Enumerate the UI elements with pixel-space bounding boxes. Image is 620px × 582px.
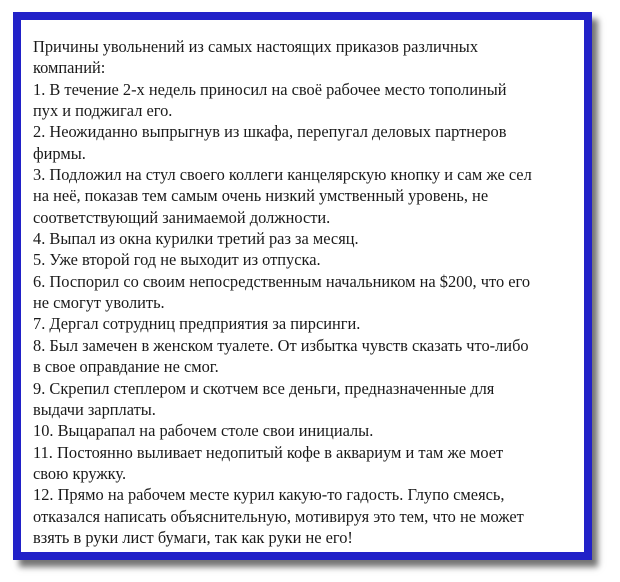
text-line: 4. Выпал из окна курилки третий раз за месяц. — [33, 229, 359, 249]
text-panel — [21, 20, 584, 552]
text-line: на неё, показав тем самым очень низкий умственный уровень, не — [33, 186, 489, 206]
text-line: 10. Выцарапал на рабочем столе свои инициалы. — [33, 421, 374, 441]
text-line: отказался написать объяснительную, мотивируя это тем, что не может — [33, 506, 524, 526]
text-line: свою кружку. — [33, 463, 127, 483]
text-line: компаний: — [33, 58, 106, 78]
text-line: 3. Подложил на стул своего коллеги канцелярскую кнопку и сам же сел — [33, 165, 532, 185]
text-line: в свое оправдание не смог. — [33, 357, 219, 377]
text-line: Причины увольнений из самых настоящих приказов различных — [33, 37, 479, 56]
text-line: 1. В течение 2-х недель приносил на своё рабочее место тополиный — [33, 79, 507, 99]
text-line: 6. Поспорил со своим непосредственным начальником на $200, что его — [33, 271, 531, 291]
text-line: фирмы. — [33, 143, 86, 163]
text-line: 7. Дергал сотрудниц предприятия за пирсинги. — [33, 314, 361, 334]
dismissal-reasons-text — [33, 36, 578, 548]
text-line: пух и поджигал его. — [33, 101, 173, 121]
text-line: 9. Скрепил степлером и скотчем все деньги, предназначенные для — [33, 378, 495, 398]
text-line: 5. Уже второй год не выходит из отпуска. — [33, 250, 321, 270]
blue-frame — [13, 12, 592, 560]
text-line: 11. Постоянно выливает недопитый кофе в аквариум и там же моет — [33, 442, 504, 462]
text-line: 2. Неожиданно выпрыгнув из шкафа, перепугал деловых партнеров — [33, 122, 507, 142]
text-line: 12. Прямо на рабочем месте курил какую-то гадость. Глупо смеясь, — [33, 485, 505, 505]
text-line: соответствующий занимаемой должности. — [33, 207, 331, 227]
text-line: не смогут уволить. — [33, 293, 165, 313]
text-line: 8. Был замечен в женском туалете. От избытка чувств сказать что-либо — [33, 335, 529, 355]
text-line: выдачи зарплаты. — [33, 399, 156, 419]
text-line: взять в руки лист бумаги, так как руки не его! — [33, 527, 353, 547]
